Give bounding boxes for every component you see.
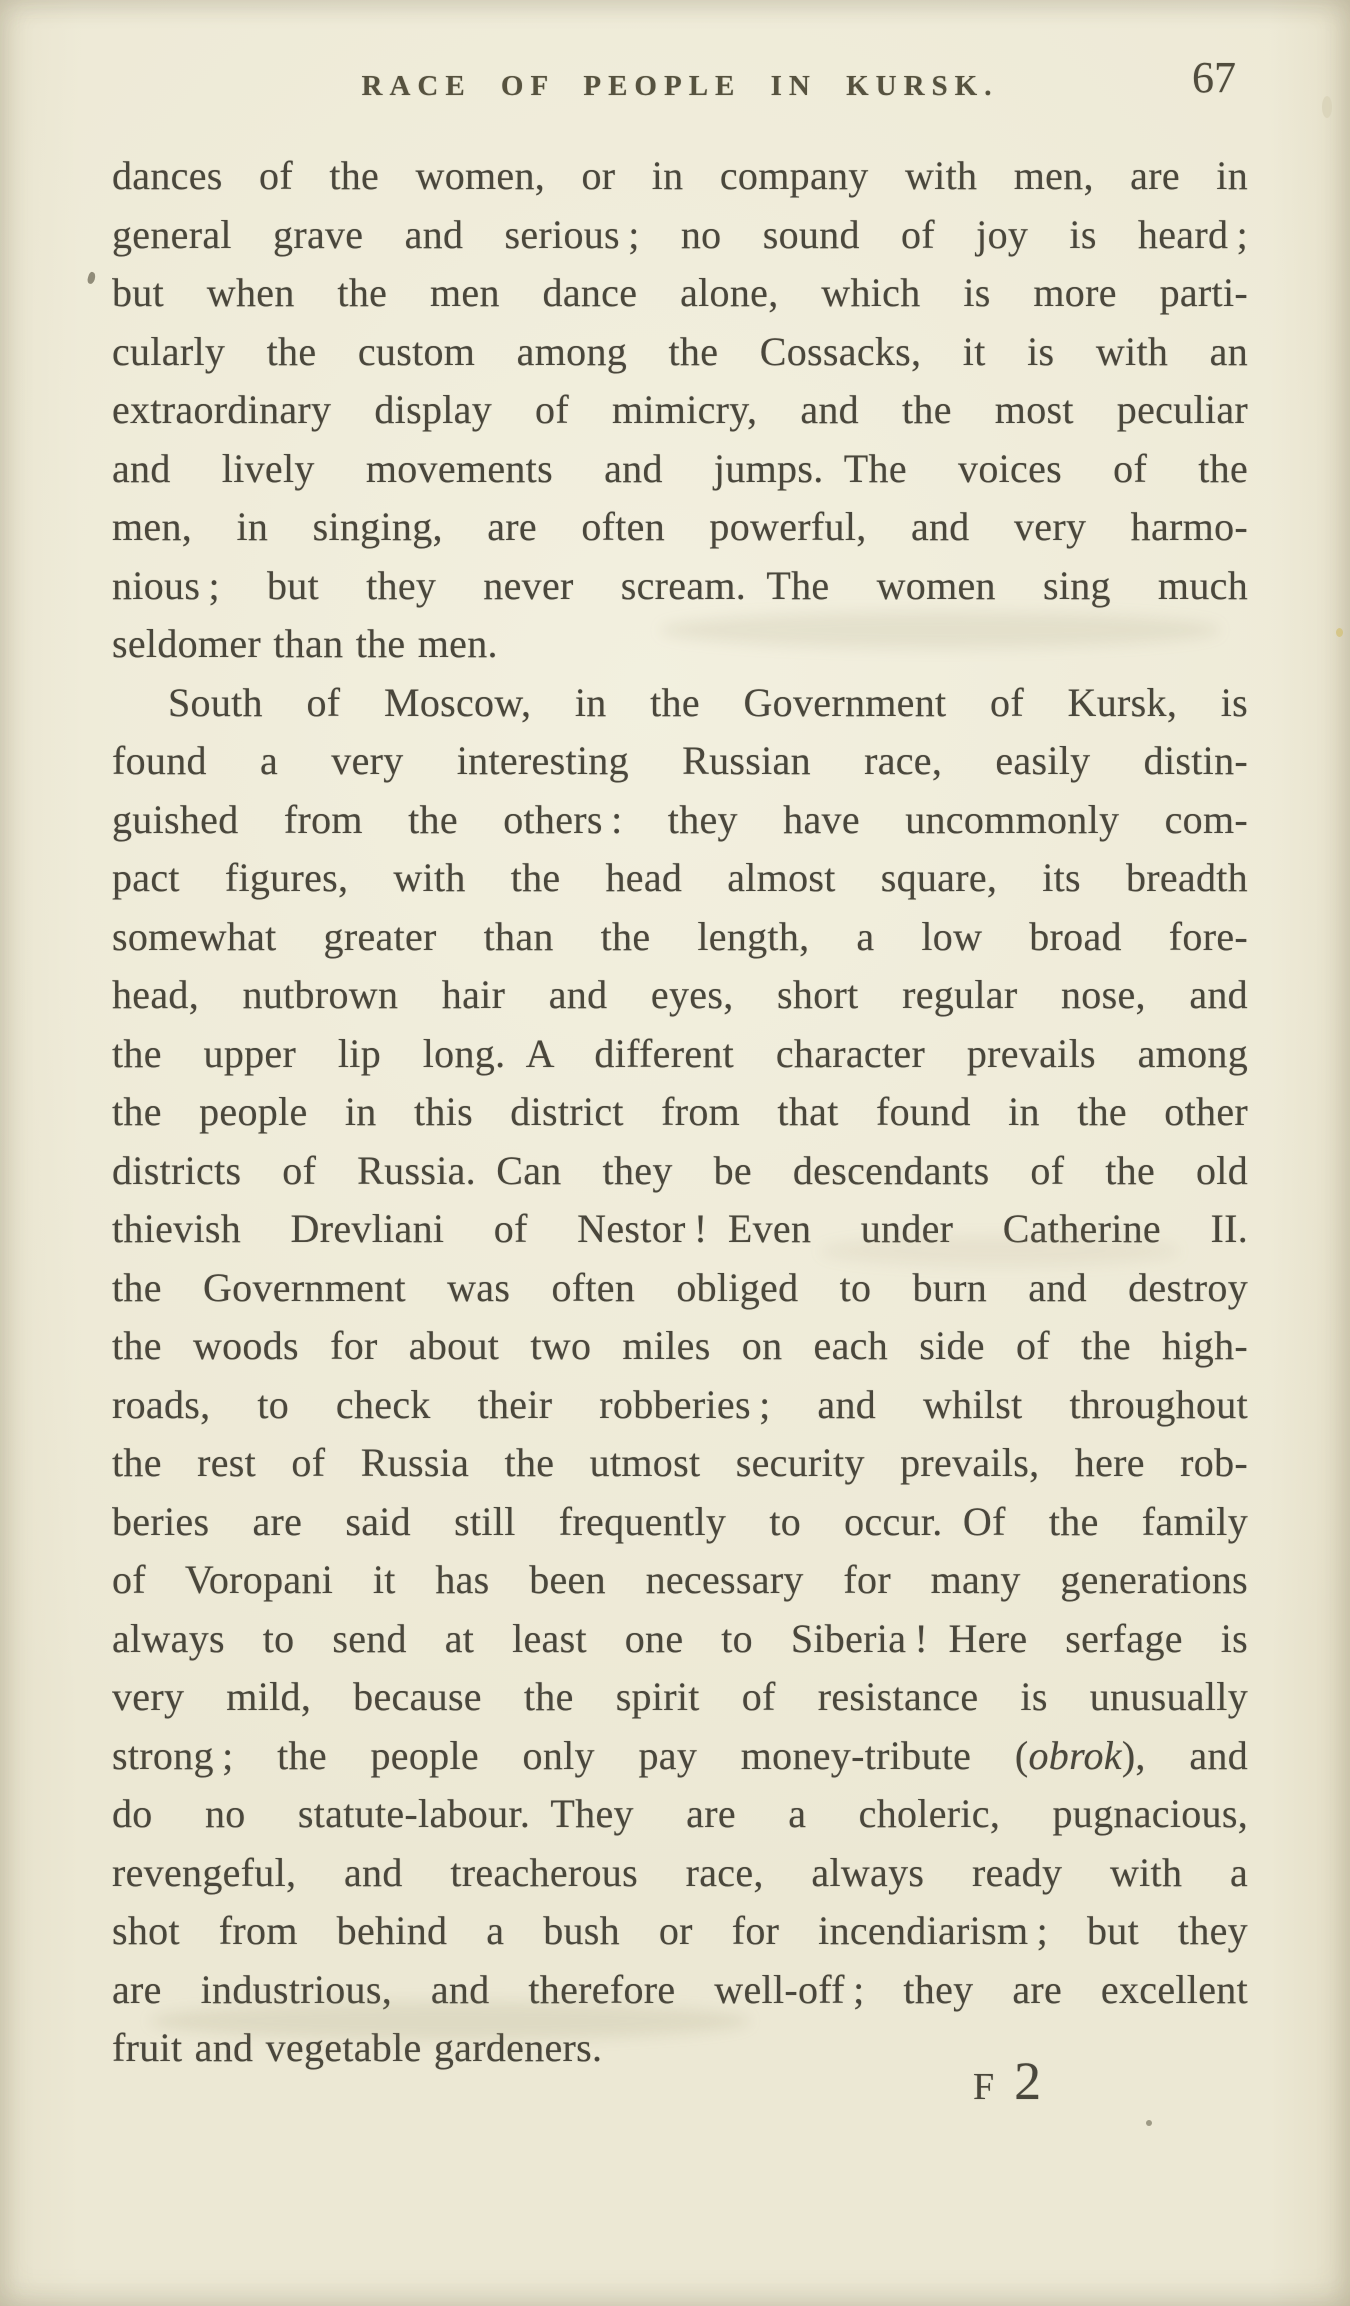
text-line: but when the men dance alone, which is more parti- bbox=[112, 270, 1248, 315]
text-line: roads, to check their robberies ; and whilst throughout bbox=[112, 1381, 1248, 1427]
text-line: extraordinary display of mimicry, and the most peculiar bbox=[112, 387, 1248, 432]
text-line: shot from behind a bush or for incendiarism ; but they bbox=[112, 1908, 1248, 1953]
text-line: dances of the women, or in company with men, are in bbox=[112, 153, 1248, 198]
text-line: very mild, because the spirit of resistance is unusually bbox=[112, 1674, 1248, 1719]
text-line: fruit and vegetable gardeners. bbox=[112, 2025, 603, 2070]
text-line: do no statute-labour. They are a choleric, pugnacious, bbox=[112, 1791, 1248, 1836]
text-line: revengeful, and treacherous race, always ready with a bbox=[112, 1849, 1248, 1895]
ink-speck bbox=[86, 271, 96, 285]
text-line bbox=[112, 1727, 1248, 1786]
text-line: the people in this district from that found in the other bbox=[112, 1089, 1248, 1134]
running-title: RACE OF PEOPLE IN KURSK. bbox=[361, 70, 999, 102]
signature-number: 2 bbox=[1014, 2051, 1042, 2111]
paper-stain bbox=[1322, 96, 1332, 118]
text-line: thievish Drevliani of Nestor ! Even under Catherine II. bbox=[112, 1206, 1248, 1251]
text-line: seldomer than the men. bbox=[112, 621, 498, 666]
page-showthrough-smudge bbox=[150, 2002, 750, 2040]
text-line: men, in singing, are often powerful, and very harmo- bbox=[112, 504, 1248, 549]
text-line: head, nutbrown hair and eyes, short regular nose, and bbox=[112, 972, 1248, 1017]
text-line: pact figures, with the head almost square, its breadth bbox=[112, 855, 1248, 900]
text-line: general grave and serious ; no sound of joy is heard ; bbox=[112, 211, 1248, 257]
text-line: and lively movements and jumps. The voices of the bbox=[112, 445, 1248, 491]
text-line: the rest of Russia the utmost security prevails, here rob- bbox=[112, 1440, 1248, 1485]
page-header bbox=[0, 0, 1350, 130]
text-segment: ), and bbox=[1121, 1732, 1248, 1778]
text-line: beries are said still frequently to occur. Of the family bbox=[112, 1498, 1248, 1544]
ink-speck bbox=[1146, 2120, 1152, 2126]
text-line: always to send at least one to Siberia ! Here serfage is bbox=[112, 1615, 1248, 1661]
text-line: nious ; but they never scream. The women sing much bbox=[112, 562, 1248, 608]
page-showthrough-smudge bbox=[820, 1236, 1180, 1266]
text-line: somewhat greater than the length, a low broad fore- bbox=[112, 913, 1248, 959]
signature-letter: F bbox=[973, 2066, 995, 2108]
text-line: guished from the others : they have uncommonly com- bbox=[112, 796, 1248, 842]
text-line: the upper lip long. A different character prevails among bbox=[112, 1030, 1248, 1076]
page-showthrough-smudge bbox=[660, 612, 1220, 648]
text-line: the woods for about two miles on each side of the high- bbox=[112, 1323, 1248, 1368]
text-line: districts of Russia. Can they be descendants of the old bbox=[112, 1147, 1248, 1193]
page-number: 67 bbox=[1192, 53, 1236, 102]
text-line: the Government was often obliged to burn and destroy bbox=[112, 1264, 1248, 1310]
paper-stain bbox=[1336, 628, 1343, 637]
text-segment: strong ; the people only pay money-tribute ( bbox=[112, 1732, 1029, 1778]
text-line: South of Moscow, in the Government of Kursk, is bbox=[168, 679, 1248, 725]
text-line: of Voropani it has been necessary for many generations bbox=[112, 1557, 1248, 1602]
signature-mark bbox=[973, 2052, 1113, 2116]
text-line: found a very interesting Russian race, easily distin- bbox=[112, 738, 1248, 783]
italic-term: obrok bbox=[1028, 1732, 1122, 1778]
text-block bbox=[112, 147, 1248, 2078]
text-line: are industrious, and therefore well-off ; they are excellent bbox=[112, 1966, 1248, 2012]
text-line: cularly the custom among the Cossacks, it is with an bbox=[112, 328, 1248, 374]
